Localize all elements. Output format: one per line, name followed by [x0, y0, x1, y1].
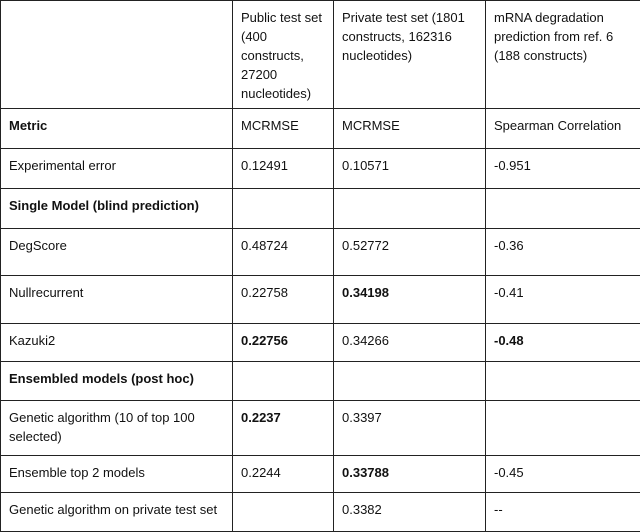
table-cell: 0.10571 — [334, 149, 486, 189]
table-row — [1, 276, 640, 324]
row-label: Ensembled models (post hoc) — [1, 362, 233, 401]
table-cell: 0.22756 — [233, 324, 334, 362]
table-row — [1, 109, 640, 149]
table-cell — [233, 362, 334, 401]
header-cell: Public test set (400 constructs, 27200 nucleotides) — [233, 1, 334, 109]
table-row — [1, 401, 640, 456]
table-cell: 0.2237 — [233, 401, 334, 456]
table-cell: -0.36 — [486, 229, 640, 276]
header-cell: Private test set (1801 constructs, 162316 nucleotides) — [334, 1, 486, 109]
table-cell: 0.34198 — [334, 276, 486, 324]
table-cell: 0.12491 — [233, 149, 334, 189]
table-cell: -0.45 — [486, 456, 640, 493]
table-row — [1, 189, 640, 229]
table-cell: 0.3397 — [334, 401, 486, 456]
table-cell: -0.951 — [486, 149, 640, 189]
table-cell: 0.48724 — [233, 229, 334, 276]
table-cell — [486, 401, 640, 456]
table-row — [1, 362, 640, 401]
header-cell — [1, 1, 233, 109]
table-cell: 0.3382 — [334, 493, 486, 532]
row-label: Genetic algorithm on private test set — [1, 493, 233, 532]
row-label: Kazuki2 — [1, 324, 233, 362]
table-row — [1, 456, 640, 493]
header-row — [1, 1, 640, 109]
table-cell — [334, 189, 486, 229]
row-label: DegScore — [1, 229, 233, 276]
header-cell: mRNA degradation prediction from ref. 6 (188 constructs) — [486, 1, 640, 109]
table-cell: 0.52772 — [334, 229, 486, 276]
table-cell: 0.22758 — [233, 276, 334, 324]
table-cell: -0.41 — [486, 276, 640, 324]
table-row — [1, 229, 640, 276]
table-cell — [486, 189, 640, 229]
table-cell: -- — [486, 493, 640, 532]
row-label: Nullrecurrent — [1, 276, 233, 324]
table-cell — [334, 362, 486, 401]
table-row — [1, 493, 640, 532]
row-label: Experimental error — [1, 149, 233, 189]
table-row — [1, 149, 640, 189]
table-cell: MCRMSE — [233, 109, 334, 149]
table-cell: 0.33788 — [334, 456, 486, 493]
table-cell: MCRMSE — [334, 109, 486, 149]
table-cell — [486, 362, 640, 401]
table-cell — [233, 189, 334, 229]
table-cell: 0.34266 — [334, 324, 486, 362]
row-label: Genetic algorithm (10 of top 100 selected) — [1, 401, 233, 456]
table-cell: -0.48 — [486, 324, 640, 362]
table-cell: Spearman Correlation — [486, 109, 640, 149]
table-cell: 0.2244 — [233, 456, 334, 493]
row-label: Metric — [1, 109, 233, 149]
row-label: Single Model (blind prediction) — [1, 189, 233, 229]
table-row — [1, 324, 640, 362]
row-label: Ensemble top 2 models — [1, 456, 233, 493]
table-cell — [233, 493, 334, 532]
